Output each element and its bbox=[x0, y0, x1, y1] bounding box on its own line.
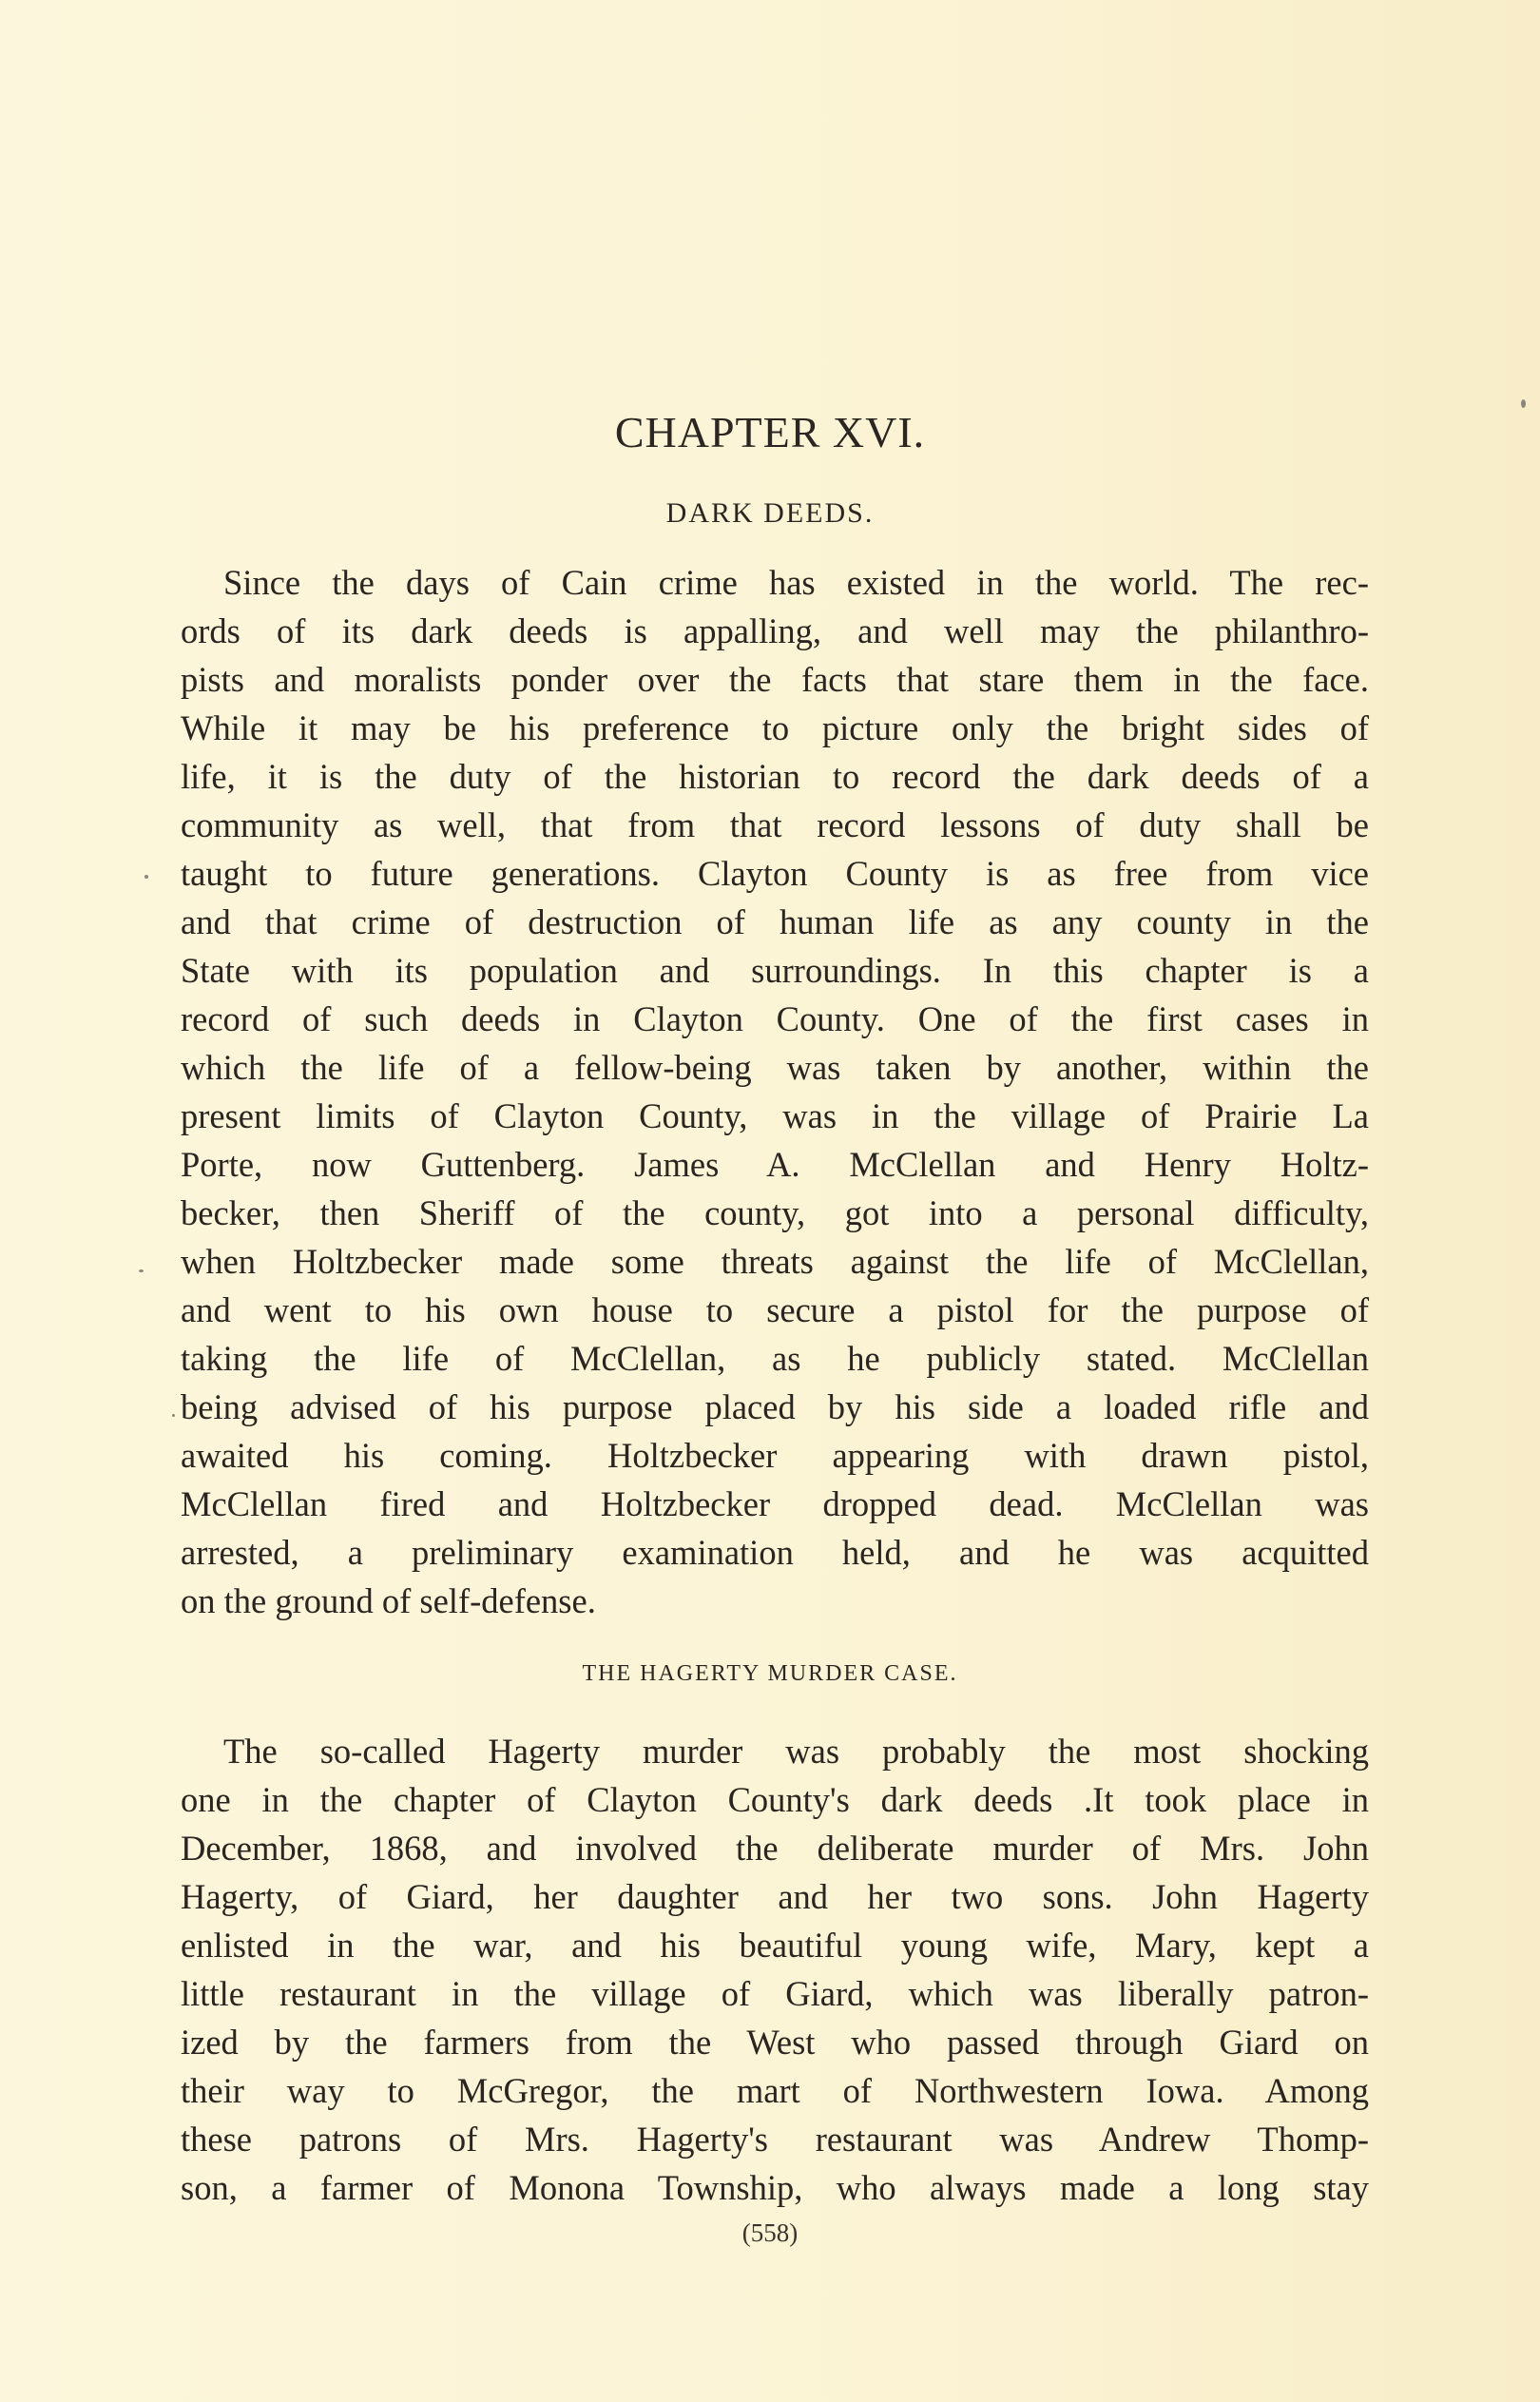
paper-speck bbox=[1521, 399, 1526, 408]
text-line: and went to his own house to secure a pistol for the purpose of bbox=[181, 1290, 1369, 1329]
text-line: Since the days of Cain crime has existed in the world. The rec- bbox=[223, 563, 1369, 602]
text-line: Hagerty, of Giard, her daughter and her two sons. John Hagerty bbox=[181, 1877, 1369, 1916]
text-line: record of such deeds in Clayton County. One of the first cases in bbox=[181, 999, 1369, 1038]
text-line: enlisted in the war, and his beautiful young wife, Mary, kept a bbox=[181, 1926, 1369, 1965]
section-heading: THE HAGERTY MURDER CASE. bbox=[582, 1661, 958, 1686]
text-line: ized by the farmers from the West who passed through Giard on bbox=[181, 2023, 1369, 2062]
text-line: present limits of Clayton County, was in the village of Prairie La bbox=[181, 1096, 1369, 1135]
text-line: McClellan fired and Holtzbecker dropped dead. McClellan was bbox=[181, 1484, 1369, 1523]
text-line: their way to McGregor, the mart of Northwestern Iowa. Among bbox=[181, 2071, 1369, 2110]
text-line: on the ground of self-defense. bbox=[181, 1581, 596, 1620]
text-line: taking the life of McClellan, as he publicly stated. McClellan bbox=[181, 1339, 1369, 1378]
text-line: pists and moralists ponder over the facts that stare them in the face. bbox=[181, 660, 1369, 699]
paragraph-2 bbox=[181, 1727, 1369, 2212]
paragraph-1 bbox=[181, 558, 1369, 1625]
text-line: which the life of a fellow-being was taken by another, within the bbox=[181, 1048, 1369, 1087]
text-line: and that crime of destruction of human life as any county in the bbox=[181, 902, 1369, 941]
chapter-title: CHAPTER XVI. bbox=[614, 408, 926, 456]
paper-speck bbox=[144, 875, 148, 879]
text-line: awaited his coming. Holtzbecker appearing with drawn pistol, bbox=[181, 1436, 1369, 1475]
text-line: son, a farmer of Monona Township, who always made a long stay bbox=[181, 2168, 1369, 2207]
text-line: arrested, a preliminary examination held, and he was acquitted bbox=[181, 1533, 1369, 1572]
page-number: (558) bbox=[741, 2218, 799, 2247]
text-line: life, it is the duty of the historian to record the dark deeds of a bbox=[181, 757, 1369, 796]
text-line: While it may be his preference to picture only the bright sides of bbox=[181, 708, 1369, 747]
chapter-subtitle: DARK DEEDS. bbox=[665, 497, 875, 529]
text-line: being advised of his purpose placed by his side a loaded rifle and bbox=[181, 1387, 1369, 1426]
text-line: ords of its dark deeds is appalling, and well may the philanthro- bbox=[181, 611, 1369, 650]
text-line: community as well, that from that record lessons of duty shall be bbox=[181, 805, 1369, 844]
text-line: one in the chapter of Clayton County's dark deeds .It took place in bbox=[181, 1780, 1369, 1819]
text-line: these patrons of Mrs. Hagerty's restaurant was Andrew Thomp- bbox=[181, 2120, 1369, 2159]
text-line: little restaurant in the village of Giard, which was liberally patron- bbox=[181, 1974, 1369, 2013]
text-line: The so-called Hagerty murder was probably the most shocking bbox=[223, 1732, 1369, 1771]
text-line: Porte, now Guttenberg. James A. McClellan and Henry Holtz- bbox=[181, 1145, 1369, 1184]
text-line: becker, then Sheriff of the county, got into a personal difficulty, bbox=[181, 1193, 1369, 1232]
paper-speck bbox=[172, 1414, 175, 1417]
text-line: December, 1868, and involved the deliberate murder of Mrs. John bbox=[181, 1829, 1369, 1868]
paper-speck bbox=[139, 1269, 144, 1272]
text-line: taught to future generations. Clayton County is as free from vice bbox=[181, 854, 1369, 893]
text-line: when Holtzbecker made some threats against the life of McClellan, bbox=[181, 1242, 1369, 1281]
text-line: State with its population and surroundings. In this chapter is a bbox=[181, 951, 1369, 990]
